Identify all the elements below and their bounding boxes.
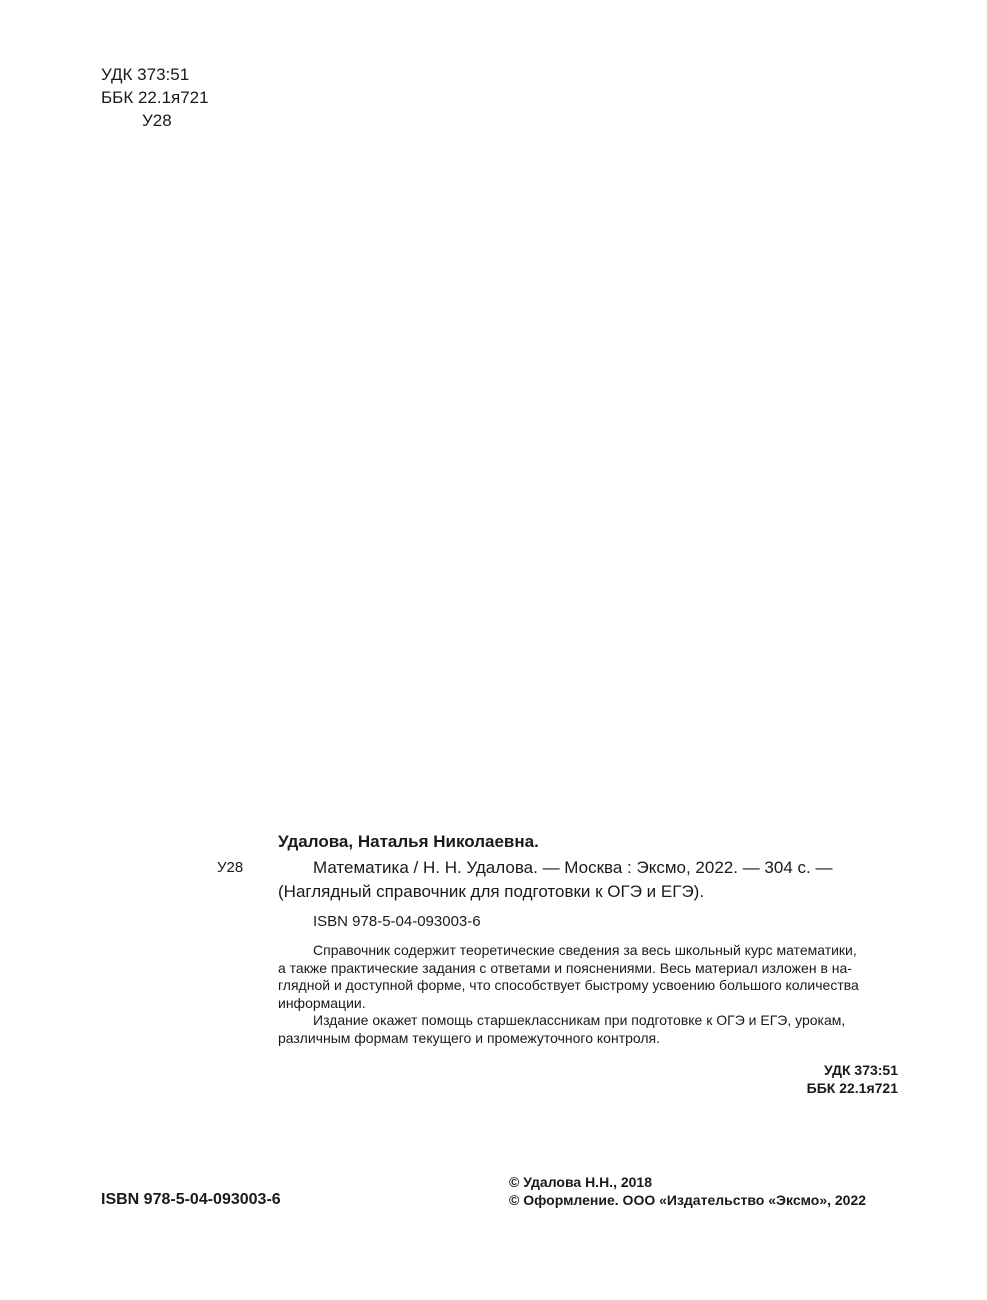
bottom-bbk: ББК 22.1я721 bbox=[806, 1080, 898, 1096]
bottom-udk: УДК 373:51 bbox=[824, 1062, 898, 1078]
header-udk: УДК 373:51 bbox=[101, 65, 190, 84]
record-title-line-2: (Наглядный справочник для подготовки к ОГЭ и ЕГЭ). bbox=[278, 882, 705, 901]
header-author-code: У28 bbox=[142, 111, 172, 130]
record-author: Удалова, Наталья Николаевна. bbox=[278, 832, 539, 851]
abstract-line: Справочник содержит теоретические сведения за весь школьный курс математики, bbox=[313, 942, 857, 958]
record-side-code: У28 bbox=[217, 859, 244, 876]
footer-isbn: ISBN 978-5-04-093003-6 bbox=[101, 1191, 281, 1208]
abstract-paragraph-2 bbox=[278, 1012, 898, 1047]
abstract-line: а также практические задания с ответами и пояснениями. Весь материал изложен в на- bbox=[278, 959, 852, 976]
header-bbk: ББК 22.1я721 bbox=[101, 88, 209, 107]
abstract-line: Издание окажет помощь старшеклассникам при подготовке к ОГЭ и ЕГЭ, урокам, bbox=[313, 1012, 846, 1028]
record-title-line-1: Математика / Н. Н. Удалова. — Москва : Эксмо, 2022. — 304 с. — bbox=[313, 858, 833, 877]
abstract bbox=[278, 942, 898, 1047]
copyright-design: © Оформление. ООО «Издательство «Эксмо», 2022 bbox=[509, 1192, 867, 1208]
abstract-line: глядной и доступной форме, что способствует быстрому усвоению большого количества bbox=[278, 977, 859, 993]
copyright-author: © Удалова Н.Н., 2018 bbox=[509, 1174, 652, 1190]
record-isbn: ISBN 978-5-04-093003-6 bbox=[313, 913, 481, 930]
abstract-line: информации. bbox=[278, 994, 366, 1011]
abstract-line: различным формам текущего и промежуточного контроля. bbox=[278, 1029, 661, 1046]
abstract-paragraph-1 bbox=[278, 942, 898, 1012]
